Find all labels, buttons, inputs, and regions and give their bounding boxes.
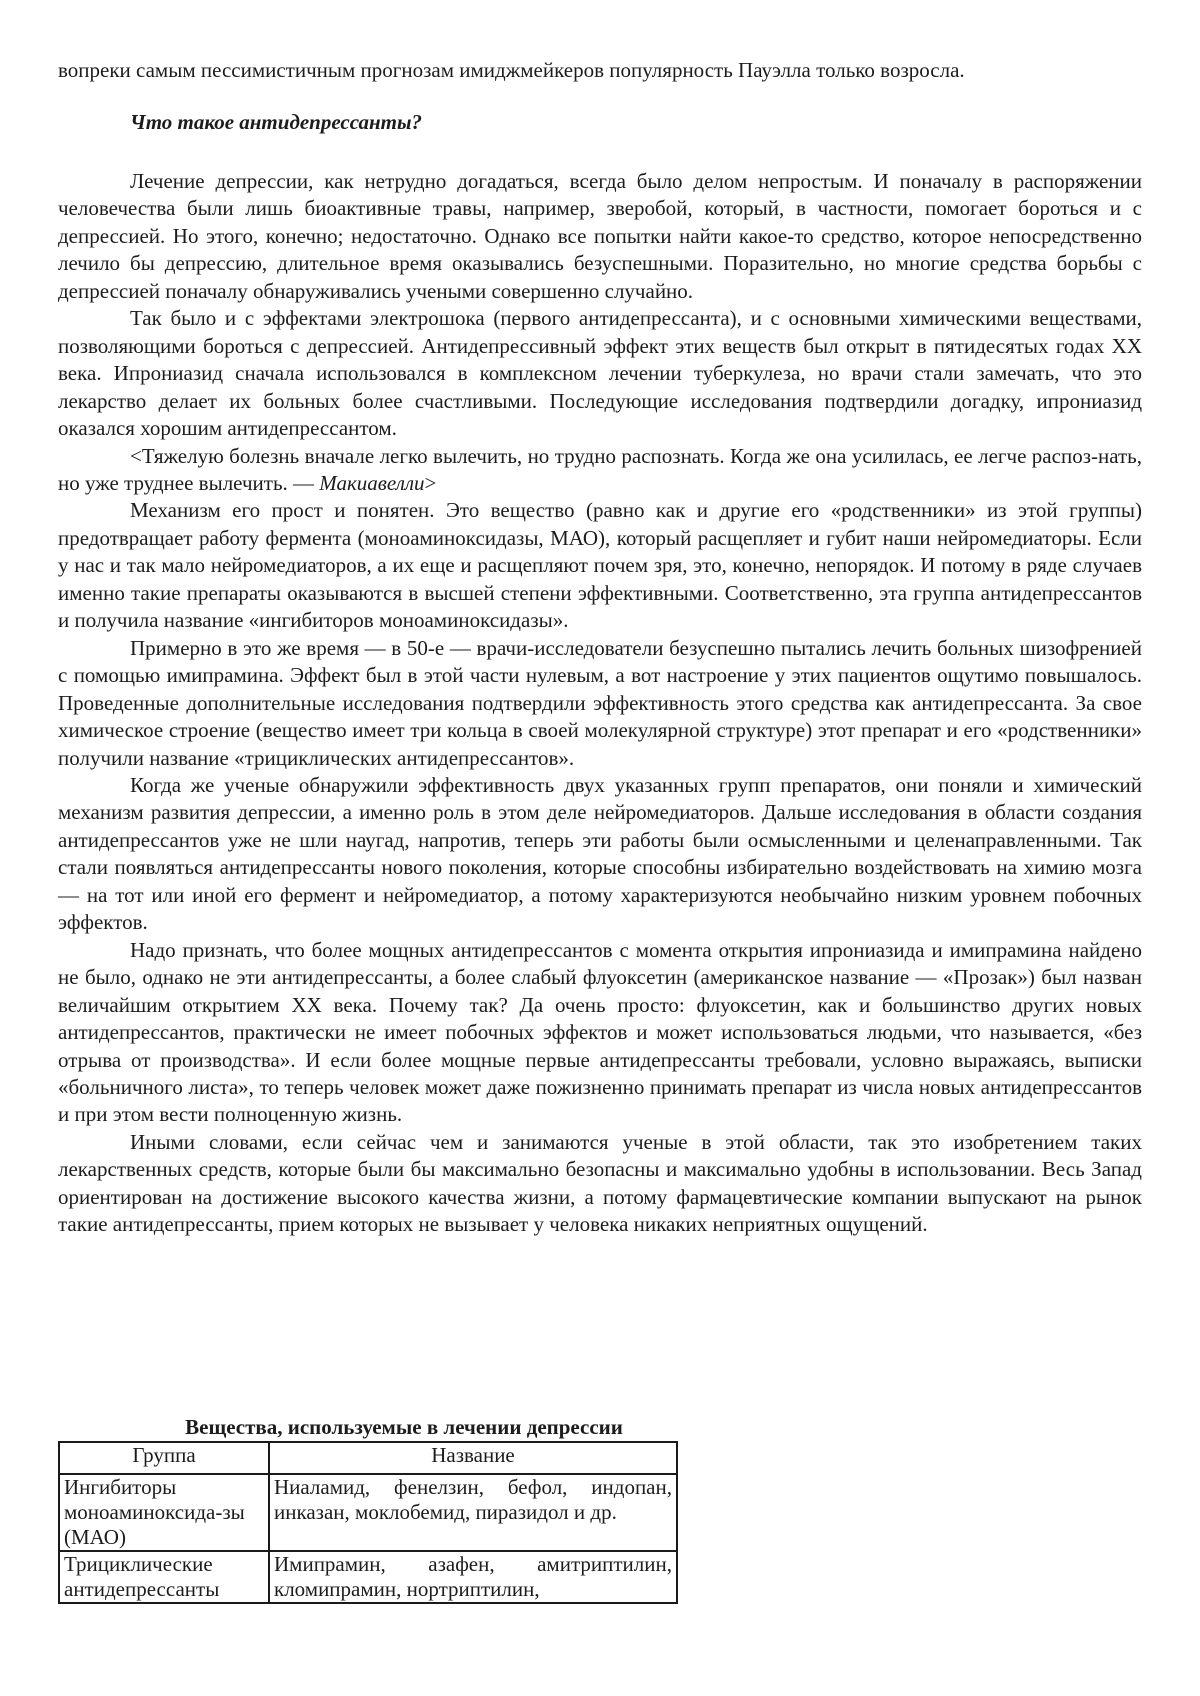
paragraph: Примерно в это же время — в 50-е — врачи-исследователи безуспешно пытались лечить больных шизофренией с помощью имипрамина. Эффект был в этой части нулевым, а вот настроение у этих пациентов ощутимо повышалось. Проведенные дополнительные исследования подтвердили эффективность этого средства как антидепрессанта. За свое химическое строение (вещество имеет три кольца в своей молекулярной структуре) этот препарат и его «родственники» получили название «трициклических антидепрессантов».	[58, 635, 1142, 772]
quote-close: >	[425, 471, 437, 495]
table-cell-names: Ниаламид, фенелзин, бефол, индопан, инказан, моклобемид, пиразидол и др.	[269, 1474, 677, 1551]
table-header-row	[59, 1442, 677, 1474]
quote-author: Макиавелли	[319, 471, 424, 495]
table-title: Вещества, используемые в лечении депрессии	[132, 1415, 676, 1440]
paragraph: Лечение депрессии, как нетрудно догадаться, всегда было делом непростым. И поначалу в распоряжении человечества были лишь биоактивные травы, например, зверобой, который, в частности, помогает бороться и с депрессией. Но этого, конечно; недостаточно. Однако все попытки найти какое-то средство, которое непосредственно лечило бы депрессию, длительное время оказывались безуспешными. Поразительно, но многие средства борьбы с депрессией поначалу обнаруживались учеными совершенно случайно.	[58, 168, 1142, 305]
column-header-group: Группа	[59, 1442, 269, 1474]
continued-text-line: вопреки самым пессимистичным прогнозам имиджмейкеров популярность Пауэлла только возросла.	[58, 57, 965, 83]
paragraph: Надо признать, что более мощных антидепрессантов с момента открытия ипрониазида и имипрамина найдено не было, однако не эти антидепрессанты, а более слабый флуоксетин (американское название — «Прозак») был назван величайшим открытием XX века. Почему так? Да очень просто: флуоксетин, как и большинство других новых антидепрессантов, практически не имеет побочных эффектов и может использоваться людьми, что называется, «без отрыва от производства». И если более мощные первые антидепрессанты требовали, условно выражаясь, выписки «больничного листа», то теперь человек может даже пожизненно принимать препарат из числа новых антидепрессантов и при этом вести полноценную жизнь.	[58, 937, 1142, 1129]
quote-text: <Тяжелую болезнь вначале легко вылечить, но трудно распознать. Когда же она усилилась, ее легче распоз-нать, но уже труднее вылечить. —	[58, 444, 1142, 495]
paragraph: Когда же ученые обнаружили эффективность двух указанных групп препаратов, они поняли и химический механизм развития депрессии, а именно роль в этом деле нейромедиаторов. Дальше исследования в области создания антидепрессантов уже не шли наугад, напротив, теперь эти работы были осмысленными и целенаправленными. Так стали появляться антидепрессанты нового поколения, которые способны избирательно воздействовать на химию мозга — на тот или иной его фермент и нейромедиатор, а потому характеризуются необычайно низким уровнем побочных эффектов.	[58, 772, 1142, 937]
paragraph: Иными словами, если сейчас чем и занимаются ученые в этой области, так это изобретением таких лекарственных средств, которые были бы максимально безопасны и максимально удобны в использовании. Весь Запад ориентирован на достижение высокого качества жизни, а потому фармацевтические компании выпускают на рынок такие антидепрессанты, прием которых не вызывает у человека никаких неприятных ощущений.	[58, 1129, 1142, 1239]
section-heading: Что такое антидепрессанты?	[130, 110, 422, 135]
substances-table	[58, 1441, 678, 1604]
body-text	[58, 168, 1142, 1239]
table-cell-group	[59, 1474, 269, 1551]
table-cell-group	[59, 1551, 269, 1603]
table-cell-names: Имипрамин, азафен, амитриптилин, кломипрамин, нортриптилин,	[269, 1551, 677, 1603]
table-row	[59, 1551, 677, 1603]
column-header-name: Название	[269, 1442, 677, 1474]
paragraph: Механизм его прост и понятен. Это вещество (равно как и другие его «родственники» из этой группы) предотвращает работу фермента (моноаминоксидазы, МАО), который расщепляет и губит наши нейромедиаторы. Если у нас и так мало нейромедиаторов, а их еще и расщепляют почем зря, это, конечно, непорядок. И потому в ряде случаев именно такие препараты оказываются в высшей степени эффективными. Соответственно, эта группа антидепрессантов и получила название «ингибиторов моноаминоксидазы».	[58, 497, 1142, 634]
group-text: Ингибиторы моноаминоксида-зы (МАО)	[64, 1475, 260, 1550]
paragraph: Так было и с эффектами электрошока (первого антидепрессанта), и с основными химическими веществами, позволяющими бороться с депрессией. Антидепрессивный эффект этих веществ был открыт в пятидесятых годах XX века. Ипрониазид сначала использовался в комплексном лечении туберкулеза, но врачи стали замечать, что это лекарство делает их больных более счастливыми. Последующие исследования подтвердили догадку, ипрониазид оказался хорошим антидепрессантом.	[58, 305, 1142, 442]
quote-paragraph	[58, 443, 1142, 498]
table-row	[59, 1474, 677, 1551]
group-text: Трициклические антидепрессанты	[64, 1552, 260, 1602]
